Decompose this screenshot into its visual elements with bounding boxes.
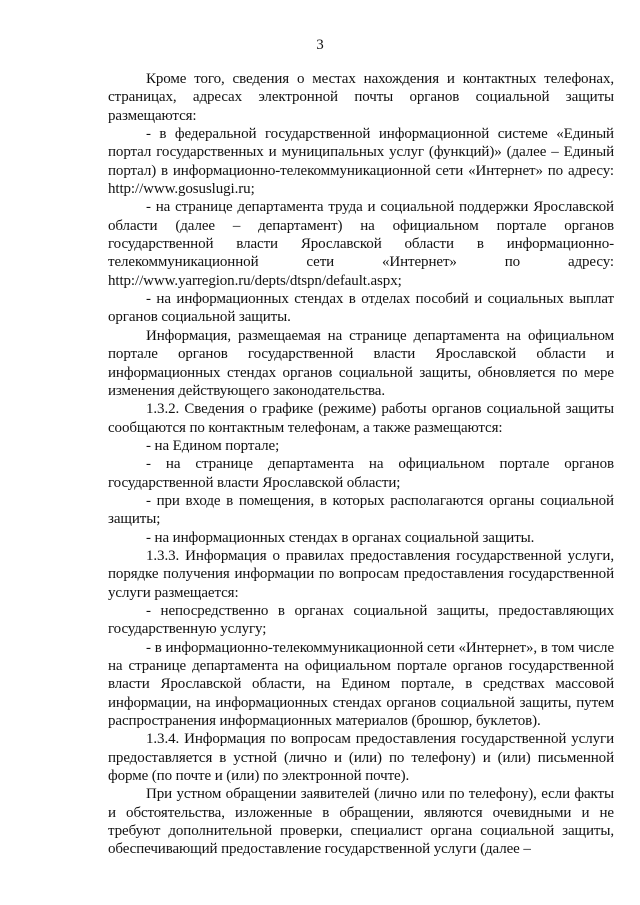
paragraph-6: 1.3.2. Сведения о графике (режиме) работы органов социальной защиты сообщаются по контактным телефонам, а также размещаются: — [108, 401, 614, 436]
paragraph-14: 1.3.4. Информация по вопросам предоставления государственной услуги предоставляется в устной (лично и (или) по телефону) и (или) письменной форме (по почте и (или) по электронной почте). — [108, 731, 614, 785]
paragraph-9: - при входе в помещения, в которых располагаются органы социальной защиты; — [108, 492, 614, 528]
paragraph-3: - на странице департамента труда и социальной поддержки Ярославской области (далее – департамент) на официальном портале органов государственной власти Ярославской области в информационно-телекоммуникационной сети «Интернет» по адресу: http://www.yarregion.ru/depts/dtspn/default.aspx; — [108, 199, 614, 289]
document-body — [108, 70, 614, 859]
page-number: 3 — [316, 37, 324, 53]
paragraph-2: - в федеральной государственной информационной системе «Единый портал государственных и муниципальных услуг (функций)» (далее – Единый портал) в информационно-телекоммуникационной сети «Интернет» по адресу: http://www.gosuslugi.ru; — [108, 126, 614, 198]
paragraph-15: При устном обращении заявителей (лично или по телефону), если факты и обстоятельства, изложенные в обращении, являются очевидными и не требуют дополнительной проверки, специалист органа социальной защиты, обеспечивающий предоставление государственной услуги (далее – — [108, 786, 614, 858]
paragraph-4: - на информационных стендах в отделах пособий и социальных выплат органов социальной защиты. — [108, 291, 614, 326]
paragraph-12: - непосредственно в органах социальной защиты, предоставляющих государственную услугу; — [108, 602, 614, 638]
paragraph-5: Информация, размещаемая на странице департамента на официальном портале органов государственной власти Ярославской области и информационных стендах органов социальной защиты, обновляется по мере изменения действующего законодательства. — [108, 327, 614, 399]
paragraph-10: - на информационных стендах в органах социальной защиты. — [146, 529, 535, 546]
paragraph-13: - в информационно-телекоммуникационной сети «Интернет», в том числе на странице департамента на официальном портале органов государственной власти Ярославской области, на Едином портале, в средствах массовой информации, на информационных стендах органов социальной защиты, путем распространения информационных материалов (брошюр, буклетов). — [108, 639, 614, 730]
paragraph-11: 1.3.3. Информация о правилах предоставления государственной услуги, порядке получения информации по вопросам предоставления государственной услуги размещается: — [108, 547, 614, 601]
paragraph-8: - на странице департамента на официальном портале органов государственной власти Ярославской области; — [108, 456, 614, 491]
paragraph-7: - на Едином портале; — [146, 437, 280, 454]
paragraph-1: Кроме того, сведения о местах нахождения и контактных телефонах, страницах, адресах электронной почты органов социальной защиты размещаются: — [108, 71, 614, 124]
